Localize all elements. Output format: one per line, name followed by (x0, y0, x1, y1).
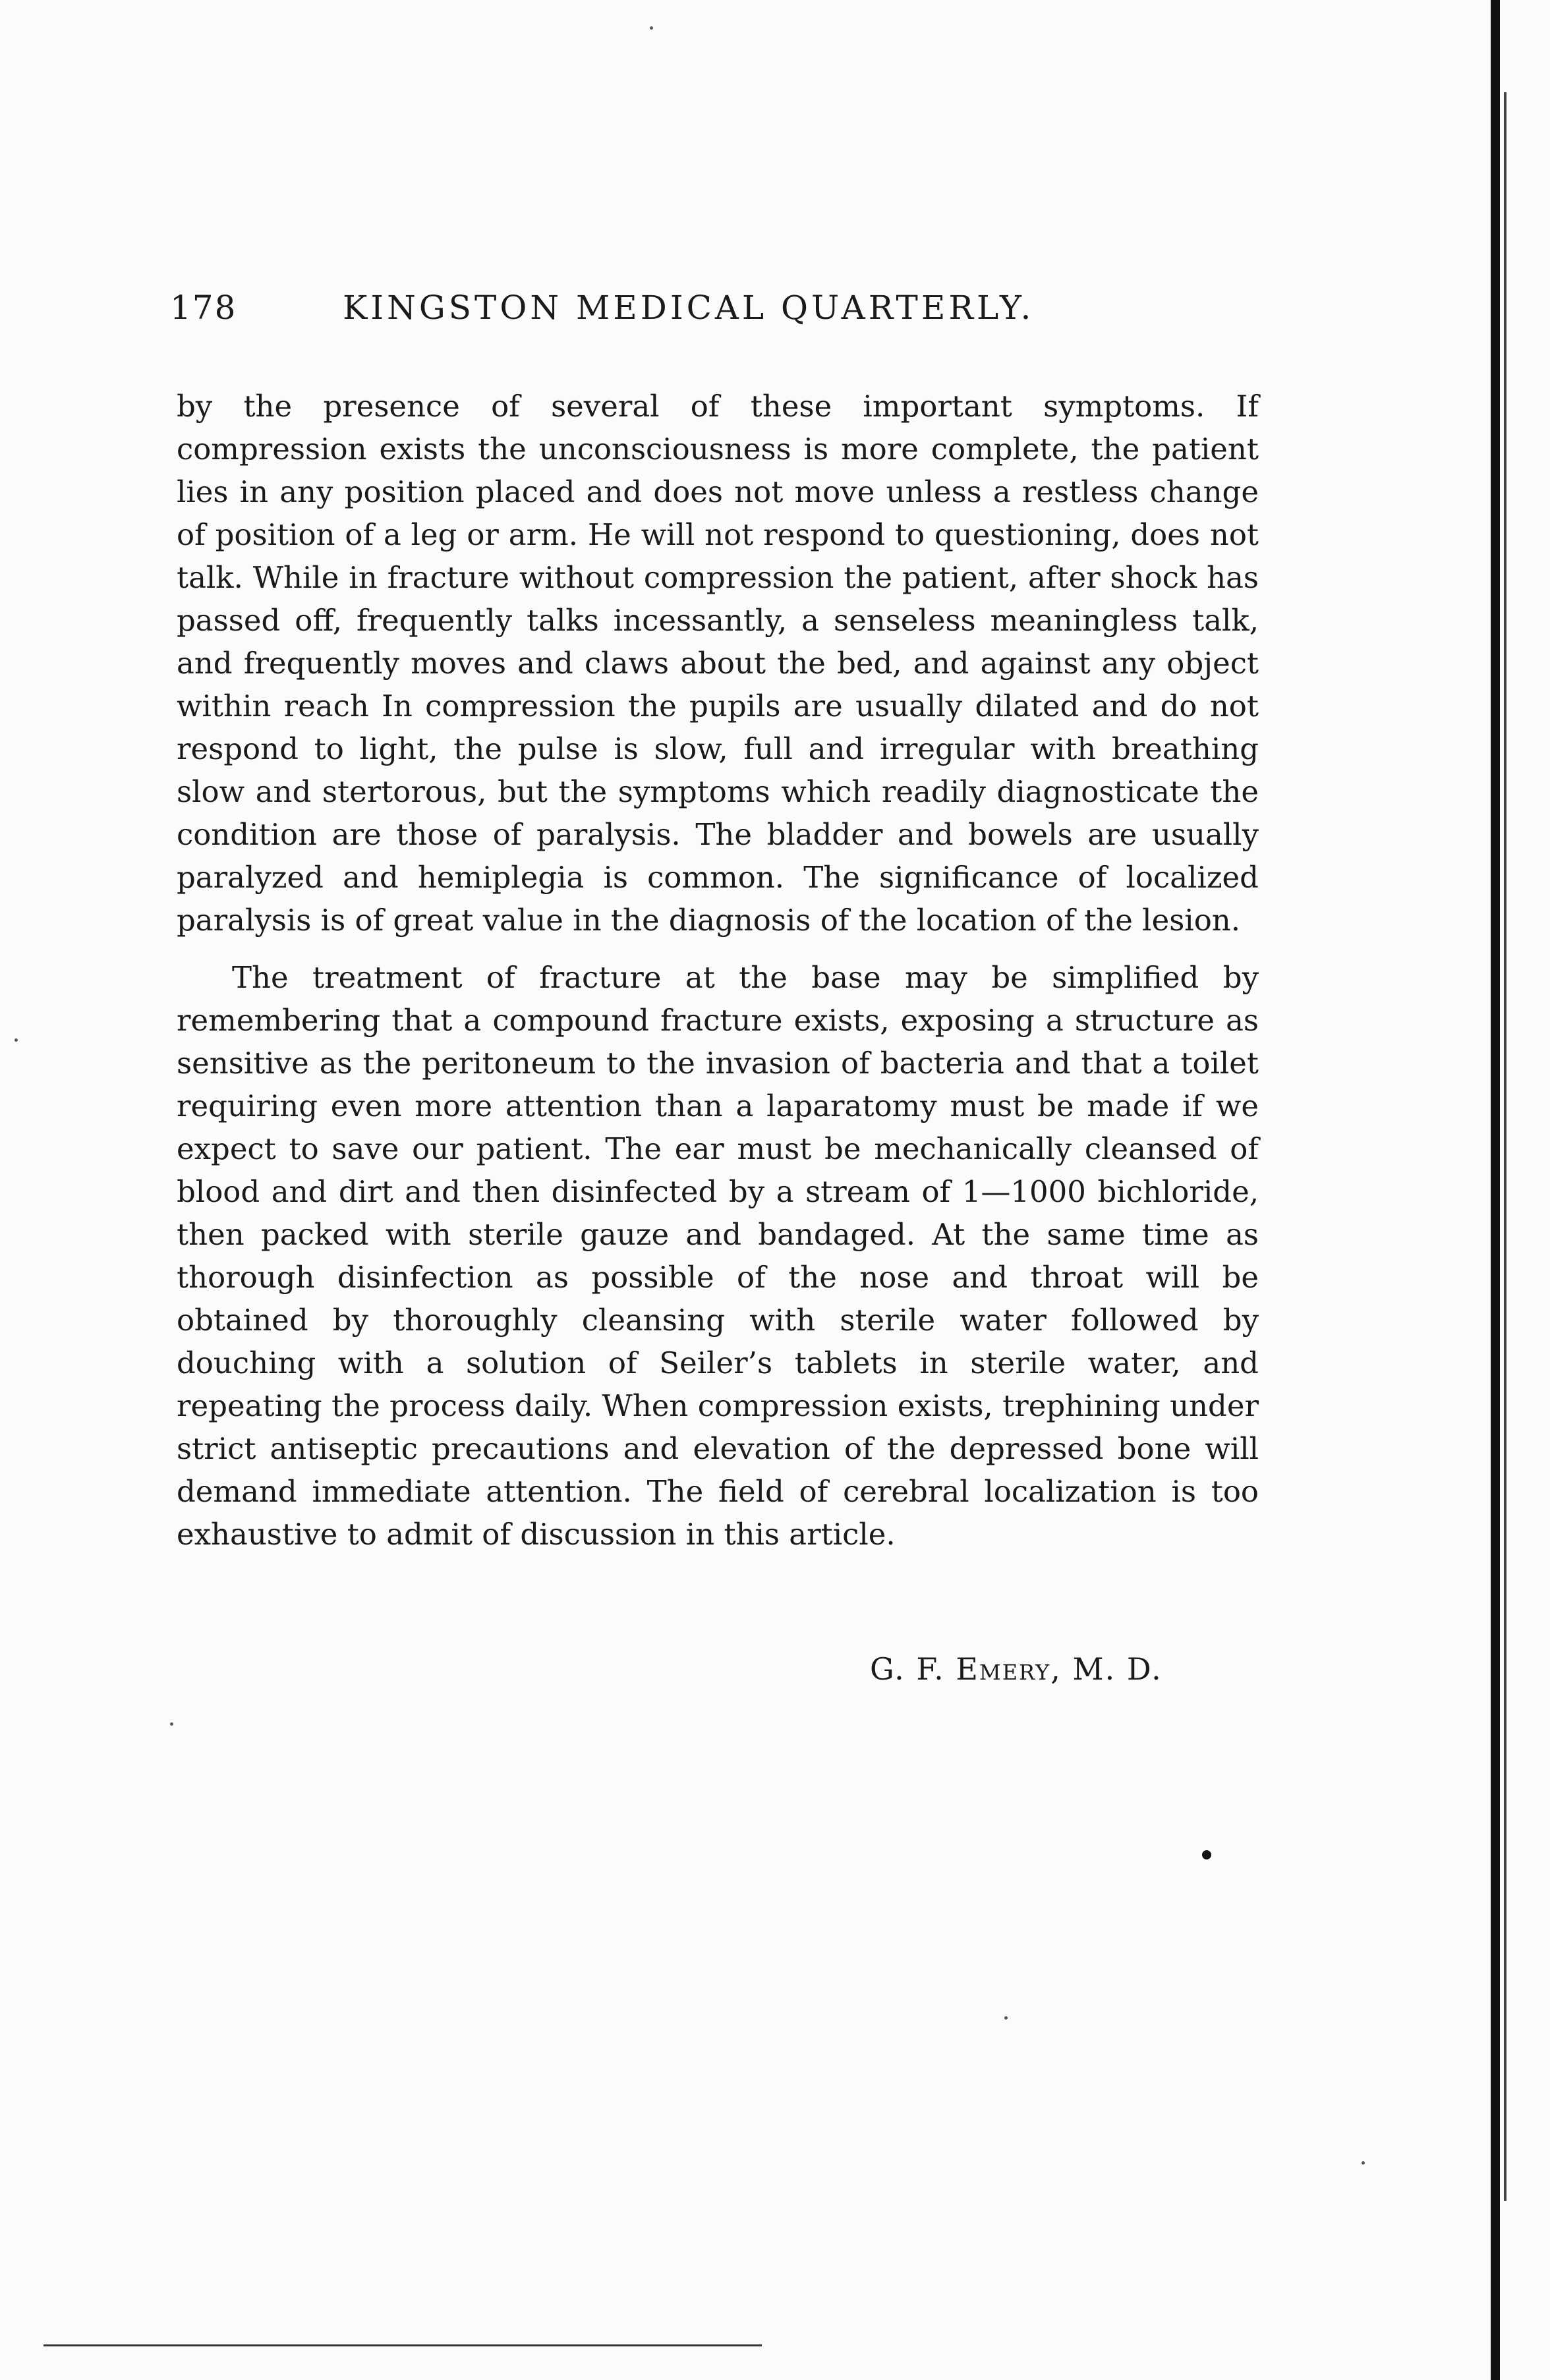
ink-speck (170, 1722, 173, 1726)
ink-dot (1202, 1850, 1211, 1859)
ink-speck (1362, 2161, 1365, 2165)
author-signature: G. F. Emery, M. D. (870, 1651, 1162, 1687)
paragraph-treatment: The treatment of fracture at the base may be simplified by remembering that a compound fracture exists, exposing a structure as sensitive as the peritoneum to the invasion of bacteria and that a toilet requiring even more attention than a laparatomy must be made if we expect to save our patient. The ear must be mechanically cleansed of blood and dirt and then disinfected by a stream of 1—1000 bichloride, then packed with sterile gauze and bandaged. At the same time as thorough disinfection as possible of the nose and throat will be obtained by thoroughly cleansing with sterile water followed by douching with a solution of Seiler’s tablets in sterile water, and repeating the process daily. When compression exists, trephining under strict antiseptic precautions and elevation of the depressed bone will demand immediate attention. The field of cerebral localization is too exhaustive to admit of discussion in this article. (177, 960, 1259, 1552)
ink-speck (1004, 2016, 1008, 2020)
binding-edge-shadow (1504, 92, 1507, 2201)
page-header (170, 289, 1251, 341)
page-number: 178 (170, 289, 237, 327)
paragraph-symptoms: by the presence of several of these important symptoms. If compression exists the unconsciousness is more complete, the patient lies in any position placed and does not move unless a restless change of position of a leg or arm. He will not respond to questioning, does not talk. While in fracture without compression the patient, after shock has passed off, frequently talks incessantly, a senseless meaningless talk, and frequently moves and claws about the bed, and against any object within reach In compression the pupils are usually dilated and do not respond to light, the pulse is slow, full and irregular with breathing slow and stertorous, but the symptoms which readily diagnosticate the condition are those of paralysis. The bladder and bowels are usually paralyzed and hemiplegia is common. The significance of localized paralysis is of great value in the diagnosis of the location of the lesion. (177, 389, 1259, 938)
ink-speck (650, 26, 653, 30)
running-title: KINGSTON MEDICAL QUARTERLY. (343, 289, 1035, 327)
binding-edge (1491, 0, 1500, 2380)
article-body (177, 385, 1259, 1556)
ink-speck (14, 1038, 18, 1042)
bottom-rule (43, 2344, 762, 2346)
